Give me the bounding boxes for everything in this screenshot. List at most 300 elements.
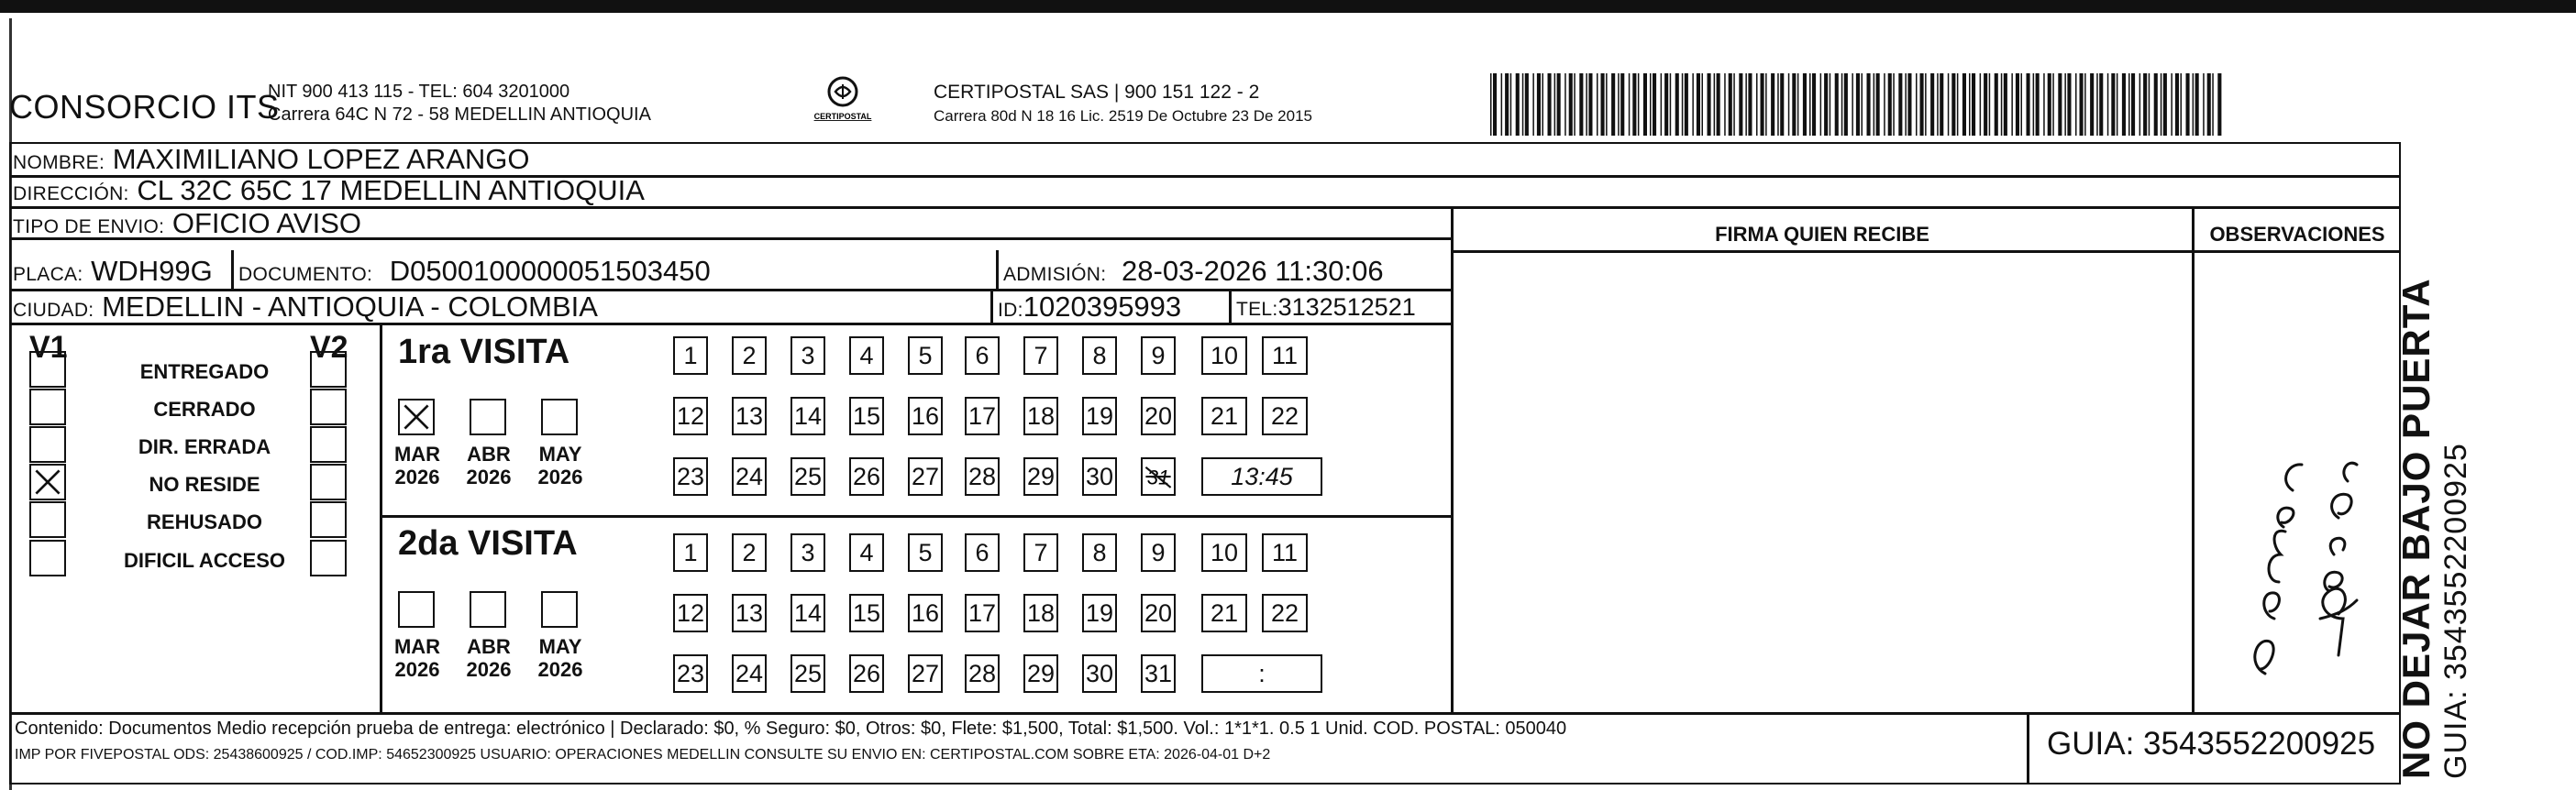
first-day-8[interactable]: 8	[1082, 336, 1117, 375]
first-day-4[interactable]: 4	[849, 336, 884, 375]
barcode-bar	[1606, 73, 1608, 136]
first-day-17[interactable]: 17	[965, 397, 1000, 435]
barcode-bar	[1930, 73, 1934, 136]
barcode-bar	[1948, 73, 1950, 136]
id-cell	[998, 291, 1181, 326]
barcode-bar	[1682, 73, 1684, 136]
x-mark-icon	[31, 466, 64, 499]
barcode-bar	[1756, 73, 1758, 136]
barcode-bar	[1661, 73, 1663, 136]
second-month-name: ABR	[467, 635, 511, 658]
barcode-bar	[1980, 73, 1982, 136]
barcode-bar	[1780, 73, 1784, 136]
barcode-bar	[2058, 73, 2062, 136]
barcode-bar	[1650, 73, 1652, 136]
barcode-bar	[1739, 73, 1742, 136]
barcode-bar	[1856, 73, 1860, 136]
barcode-bar	[1629, 73, 1631, 136]
barcode-bar	[1792, 73, 1796, 136]
delivery-form	[9, 142, 2401, 790]
placa-value: WDH99G	[91, 255, 213, 287]
barcode-bar	[1597, 73, 1598, 136]
second-day-18[interactable]: 18	[1023, 594, 1058, 632]
barcode-bar	[1620, 73, 1624, 136]
second-month-name: MAR	[393, 635, 441, 658]
placa-label: PLACA:	[13, 264, 83, 285]
second-month-box-mar[interactable]	[398, 591, 435, 628]
barcode-bar	[1995, 73, 1998, 136]
firma-header: FIRMA QUIEN RECIBE	[1715, 223, 1929, 246]
tel-cell	[1236, 291, 1416, 325]
barcode-bar	[1697, 73, 1700, 136]
barcode-bar	[1852, 73, 1853, 136]
company-nit: NIT 900 413 115 - TEL: 604 3201000	[268, 82, 570, 102]
barcode-bar	[2131, 73, 2135, 136]
barcode-bar	[1618, 73, 1620, 136]
barcode-bar	[1830, 73, 1831, 136]
first-month-box-may[interactable]	[541, 399, 578, 435]
barcode-bar	[1748, 73, 1752, 136]
first-month-name: ABR	[467, 443, 511, 466]
documento-cell	[238, 256, 711, 291]
first-day-1[interactable]: 1	[673, 336, 708, 375]
first-day-25[interactable]: 25	[790, 457, 825, 496]
second-day-28[interactable]: 28	[965, 654, 1000, 693]
second-day-23[interactable]: 23	[673, 654, 708, 693]
v1-checkbox-dir-errada[interactable]	[29, 426, 66, 463]
barcode-bar	[2084, 73, 2086, 136]
company-info	[268, 81, 651, 126]
first-day-21[interactable]: 21	[1201, 397, 1247, 435]
barcode-bar	[2090, 73, 2094, 136]
barcode-bar	[1788, 73, 1790, 136]
barcode-bar	[1862, 73, 1863, 136]
barcode-bar	[1729, 73, 1732, 136]
certipostal-info	[934, 81, 1312, 128]
barcode-bar	[1537, 73, 1541, 136]
v2-checkbox-dir-errada[interactable]	[310, 426, 347, 463]
second-day-5[interactable]: 5	[908, 533, 943, 572]
barcode-bar	[2001, 73, 2003, 136]
barcode-bar	[2203, 73, 2205, 136]
first-day-13[interactable]: 13	[732, 397, 767, 435]
crossed-day-icon	[1143, 459, 1174, 494]
barcode-bar	[1664, 73, 1668, 136]
first-day-16[interactable]: 16	[908, 397, 943, 435]
x-mark-icon	[400, 400, 433, 433]
second-day-21[interactable]: 21	[1201, 594, 1247, 632]
first-day-28[interactable]: 28	[965, 457, 1000, 496]
barcode-bar	[2122, 73, 2126, 136]
barcode-bar	[1907, 73, 1911, 136]
status-label-dir-errada: DIR. ERRADA	[138, 435, 271, 458]
handwritten-signature	[2210, 325, 2394, 692]
nombre-label: NOMBRE:	[13, 152, 105, 173]
second-day-11[interactable]: 11	[1262, 533, 1308, 572]
row-divider	[1451, 250, 2401, 253]
second-day-9[interactable]: 9	[1141, 533, 1176, 572]
v1-checkbox-entregado[interactable]	[29, 351, 66, 388]
tel-label: TEL:	[1236, 299, 1278, 320]
certipostal-logo	[811, 73, 875, 128]
barcode-bar	[2171, 73, 2172, 136]
barcode-bar	[2067, 73, 2071, 136]
admision-value: 28-03-2026 11:30:06	[1122, 255, 1384, 287]
second-day-31[interactable]: 31	[1141, 654, 1176, 693]
barcode-bar	[2052, 73, 2054, 136]
first-day-29[interactable]: 29	[1023, 457, 1058, 496]
tipo-value: OFICIO AVISO	[171, 207, 361, 239]
first-day-31[interactable]	[1141, 457, 1176, 496]
barcode-bar	[1761, 73, 1764, 136]
second-day-13[interactable]: 13	[732, 594, 767, 632]
barcode-bar	[1574, 73, 1575, 136]
first-day-20[interactable]: 20	[1141, 397, 1176, 435]
barcode-bar	[2036, 73, 2040, 136]
footer-content: Contenido: Documentos Medio recepción prueba de entrega: electrónico | Declarado: $0, % Seguro: $0, Otros: $0, Flete: $1,500, Total: $1,500. Vol.: 1*1*1. 0.5 1 Unid. COD. POSTAL: 050040	[15, 719, 1567, 739]
barcode-bar	[2107, 73, 2109, 136]
first-day-14[interactable]: 14	[790, 397, 825, 435]
barcode-bar	[2195, 73, 2199, 136]
placa-cell	[13, 256, 213, 291]
barcode-bar	[1708, 73, 1711, 136]
barcode-bar	[2096, 73, 2098, 136]
first-day-11[interactable]: 11	[1262, 336, 1308, 375]
side-guia: GUIA: 3543552200925	[2438, 443, 2473, 779]
barcode-bar	[1554, 73, 1556, 136]
first-month-year: 2026	[394, 466, 440, 488]
second-month-label-may	[528, 635, 592, 681]
second-day-2[interactable]: 2	[732, 533, 767, 572]
first-day-10[interactable]: 10	[1201, 336, 1247, 375]
barcode-bar	[1632, 73, 1636, 136]
column-divider	[1451, 206, 1454, 712]
direccion-value: CL 32C 65C 17 MEDELLIN ANTIOQUIA	[137, 174, 645, 206]
footer-print-info: IMP POR FIVEPOSTAL ODS: 25438600925 / COD.IMP: 54652300925 USUARIO: OPERACIONES MEDELLIN CONSULTE SU ENVIO EN: CERTIPOSTAL.COM SOBRE ETA: 2026-04-01 D+2	[15, 747, 1271, 763]
barcode-bar	[1888, 73, 1892, 136]
footer-divider	[9, 712, 2401, 715]
certipostal-address: Carrera 80d N 18 16 Lic. 2519 De Octubre 23 De 2015	[934, 107, 1312, 125]
barcode-bar	[2099, 73, 2103, 136]
first-day-19[interactable]: 19	[1082, 397, 1117, 435]
cell-divider	[1229, 289, 1232, 323]
barcode-bar	[1771, 73, 1774, 136]
second-day-8[interactable]: 8	[1082, 533, 1117, 572]
barcode-bar	[2043, 73, 2045, 136]
barcode-bar	[1765, 73, 1767, 136]
second-month-box-may[interactable]	[541, 591, 578, 628]
cell-divider	[996, 250, 999, 289]
second-day-4[interactable]: 4	[849, 533, 884, 572]
barcode-bar	[1557, 73, 1561, 136]
barcode-bar	[1809, 73, 1811, 136]
second-month-name: MAY	[538, 635, 582, 658]
v2-checkbox-rehusado[interactable]	[310, 501, 347, 538]
barcode-bar	[1867, 73, 1871, 136]
second-visit-title: 2da VISITA	[398, 524, 578, 563]
barcode-bar	[1920, 73, 1924, 136]
first-month-box-abr[interactable]	[470, 399, 506, 435]
first-day-23[interactable]: 23	[673, 457, 708, 496]
barcode-bar	[1835, 73, 1839, 136]
second-day-15[interactable]: 15	[849, 594, 884, 632]
second-day-10[interactable]: 10	[1201, 533, 1247, 572]
first-day-9[interactable]: 9	[1141, 336, 1176, 375]
second-day-6[interactable]: 6	[965, 533, 1000, 572]
observaciones-header: OBSERVACIONES	[2209, 223, 2385, 246]
status-label-rehusado: REHUSADO	[147, 510, 262, 533]
ciudad-value: MEDELLIN - ANTIOQUIA - COLOMBIA	[102, 291, 598, 323]
second-month-label-mar	[385, 635, 449, 681]
barcode-bar	[1951, 73, 1955, 136]
barcode-bar	[1643, 73, 1647, 136]
barcode-bar	[2193, 73, 2195, 136]
documento-label: DOCUMENTO:	[238, 264, 373, 285]
barcode-bar	[2143, 73, 2147, 136]
second-day-17[interactable]: 17	[965, 594, 1000, 632]
barcode-bar	[1493, 73, 1497, 136]
barcode-bar	[2186, 73, 2190, 136]
first-month-name: MAR	[393, 443, 441, 466]
barcode-bar	[1717, 73, 1720, 136]
first-day-26[interactable]: 26	[849, 457, 884, 496]
v1-header: V1	[29, 330, 68, 365]
tipo-label: TIPO DE ENVIO:	[13, 216, 165, 237]
second-day-27[interactable]: 27	[908, 654, 943, 693]
tipo-row	[13, 208, 361, 243]
column-divider	[2192, 206, 2195, 712]
cell-divider	[231, 250, 234, 289]
v2-checkbox-cerrado[interactable]	[310, 389, 347, 425]
ciudad-cell	[13, 291, 598, 326]
v1-checkbox-rehusado[interactable]	[29, 501, 66, 538]
direccion-row	[13, 175, 645, 210]
barcode-bar	[2212, 73, 2214, 136]
barcode-bar	[1569, 73, 1573, 136]
v2-checkbox-no-reside[interactable]	[310, 464, 347, 500]
barcode-bar	[1588, 73, 1592, 136]
second-month-year: 2026	[537, 658, 583, 681]
ciudad-label: CIUDAD:	[13, 300, 94, 321]
second-day-30[interactable]: 30	[1082, 654, 1117, 693]
first-month-year: 2026	[466, 466, 512, 488]
barcode-bar	[1972, 73, 1975, 136]
first-month-label-may	[528, 443, 592, 488]
status-label-no-reside: NO RESIDE	[149, 473, 260, 496]
second-day-14[interactable]: 14	[790, 594, 825, 632]
second-day-16[interactable]: 16	[908, 594, 943, 632]
barcode-bar	[1905, 73, 1907, 136]
first-time-box[interactable]: 13:45	[1201, 457, 1322, 496]
barcode-bar	[1812, 73, 1816, 136]
barcode-bar	[1586, 73, 1587, 136]
barcode-bar	[1601, 73, 1605, 136]
admision-label: ADMISIÓN:	[1003, 264, 1107, 285]
barcode-bar	[1957, 73, 1959, 136]
barcode-bar	[2149, 73, 2150, 136]
first-month-box-mar[interactable]	[398, 399, 435, 435]
footer-cell-divider	[2027, 712, 2029, 785]
barcode-bar	[1984, 73, 1987, 136]
barcode-bar	[2021, 73, 2023, 136]
second-day-26[interactable]: 26	[849, 654, 884, 693]
second-day-25[interactable]: 25	[790, 654, 825, 693]
barcode-bar	[1841, 73, 1843, 136]
barcode-bar	[1925, 73, 1927, 136]
barcode-bar	[2207, 73, 2211, 136]
top-edge-bar	[0, 0, 2576, 13]
nombre-value: MAXIMILIANO LOPEZ ARANGO	[112, 143, 530, 175]
v2-header: V2	[310, 330, 348, 365]
barcode-bar	[1542, 73, 1544, 136]
barcode-bar	[2064, 73, 2066, 136]
certipostal-logo-icon	[811, 73, 875, 128]
barcode-bar	[1490, 73, 1492, 136]
first-visit-title: 1ra VISITA	[398, 333, 570, 371]
first-day-18[interactable]: 18	[1023, 397, 1058, 435]
v2-checkbox-entregado[interactable]	[310, 351, 347, 388]
barcode-bar	[2128, 73, 2130, 136]
barcode-bar	[1797, 73, 1799, 136]
v1-checkbox-cerrado[interactable]	[29, 389, 66, 425]
certipostal-name: CERTIPOSTAL SAS | 900 151 122 - 2	[934, 82, 1260, 103]
guia-number: GUIA: 3543552200925	[2047, 726, 2376, 762]
first-month-label-mar	[385, 443, 449, 488]
v1-checkbox-no-reside[interactable]	[29, 464, 66, 500]
second-day-19[interactable]: 19	[1082, 594, 1117, 632]
barcode-bar	[2175, 73, 2179, 136]
second-time-box[interactable]: :	[1201, 654, 1322, 693]
second-day-29[interactable]: 29	[1023, 654, 1058, 693]
first-day-27[interactable]: 27	[908, 457, 943, 496]
status-visit-divider	[380, 323, 382, 712]
company-address: Carrera 64C N 72 - 58 MEDELLIN ANTIOQUIA	[268, 104, 651, 125]
barcode-bar	[1692, 73, 1694, 136]
status-label-dificil-acceso: DIFICIL ACCESO	[123, 549, 285, 572]
tel-value: 3132512521	[1277, 293, 1416, 321]
second-day-1[interactable]: 1	[673, 533, 708, 572]
side-notice	[2395, 278, 2474, 779]
barcode-bar	[1714, 73, 1716, 136]
barcode-bar	[1702, 73, 1704, 136]
barcode-bar	[2075, 73, 2077, 136]
first-day-6[interactable]: 6	[965, 336, 1000, 375]
side-warning: NO DEJAR BAJO PUERTA	[2394, 278, 2438, 779]
admision-cell	[1003, 256, 1384, 291]
barcode-bar	[2139, 73, 2141, 136]
first-day-3[interactable]: 3	[790, 336, 825, 375]
second-month-box-abr[interactable]	[470, 591, 506, 628]
barcode-bar	[1937, 73, 1939, 136]
direccion-label: DIRECCIÓN:	[13, 183, 129, 204]
first-day-5[interactable]: 5	[908, 336, 943, 375]
barcode-bar	[1884, 73, 1885, 136]
barcode-bar	[1670, 73, 1672, 136]
first-day-2[interactable]: 2	[732, 336, 767, 375]
company-name: CONSORCIO ITS	[9, 88, 280, 126]
barcode-bar	[1777, 73, 1779, 136]
barcode-bar	[1733, 73, 1735, 136]
v2-checkbox-dificil-acceso[interactable]	[310, 540, 347, 576]
second-day-12[interactable]: 12	[673, 594, 708, 632]
first-day-24[interactable]: 24	[732, 457, 767, 496]
barcode-bar	[1724, 73, 1726, 136]
barcode-bar	[2111, 73, 2115, 136]
barcode-bar	[1685, 73, 1688, 136]
barcode-bar	[2033, 73, 2035, 136]
barcode-bar	[1548, 73, 1552, 136]
barcode-bar	[1876, 73, 1880, 136]
barcode-bar	[1874, 73, 1875, 136]
barcode-bar	[1638, 73, 1640, 136]
barcode-bar	[1532, 73, 1534, 136]
first-day-15[interactable]: 15	[849, 397, 884, 435]
barcode-bar	[1969, 73, 1971, 136]
barcode-bar	[1844, 73, 1848, 136]
first-month-year: 2026	[537, 466, 583, 488]
barcode-bar	[1611, 73, 1615, 136]
v1-checkbox-dificil-acceso[interactable]	[29, 540, 66, 576]
barcode-bar	[1916, 73, 1918, 136]
status-label-entregado: ENTREGADO	[139, 360, 270, 383]
barcode-bar	[1820, 73, 1822, 136]
second-month-label-abr	[457, 635, 521, 681]
barcode-bar	[2080, 73, 2084, 136]
barcode-bar	[2048, 73, 2051, 136]
second-day-22[interactable]: 22	[1262, 594, 1308, 632]
second-day-20[interactable]: 20	[1141, 594, 1176, 632]
first-day-22[interactable]: 22	[1262, 397, 1308, 435]
id-value: 1020395993	[1023, 291, 1182, 323]
barcode-bar	[1525, 73, 1529, 136]
barcode-bar	[1898, 73, 1902, 136]
cell-divider	[990, 289, 993, 323]
barcode-bar	[1745, 73, 1747, 136]
status-label-cerrado: CERRADO	[153, 398, 256, 421]
barcode-bar	[2181, 73, 2183, 136]
second-day-24[interactable]: 24	[732, 654, 767, 693]
second-month-year: 2026	[394, 658, 440, 681]
first-day-30[interactable]: 30	[1082, 457, 1117, 496]
barcode-bar	[2027, 73, 2030, 136]
first-day-12[interactable]: 12	[673, 397, 708, 435]
barcode-bar	[1579, 73, 1583, 136]
second-day-3[interactable]: 3	[790, 533, 825, 572]
barcode-bar	[1893, 73, 1895, 136]
barcode-bar	[1522, 73, 1524, 136]
logo-text: CERTIPOSTAL	[813, 112, 872, 121]
first-month-label-abr	[457, 443, 521, 488]
second-day-7[interactable]: 7	[1023, 533, 1058, 572]
barcode-bar	[1962, 73, 1966, 136]
barcode-bar	[1516, 73, 1520, 136]
barcode-bar	[2154, 73, 2158, 136]
barcode-bar	[2004, 73, 2007, 136]
barcode-bar	[1501, 73, 1503, 136]
barcode-bar	[2117, 73, 2118, 136]
barcode-bar	[2163, 73, 2167, 136]
barcode-bar	[1510, 73, 1512, 136]
id-label: ID:	[998, 300, 1023, 321]
barcode-bar	[1675, 73, 1679, 136]
barcode-bar	[1564, 73, 1566, 136]
barcode-bar	[1940, 73, 1943, 136]
first-day-7[interactable]: 7	[1023, 336, 1058, 375]
barcode-bar	[1505, 73, 1509, 136]
barcode-bar	[2217, 73, 2221, 136]
documento-value: D0500100000051503450	[389, 255, 711, 287]
barcode-bar	[1824, 73, 1828, 136]
